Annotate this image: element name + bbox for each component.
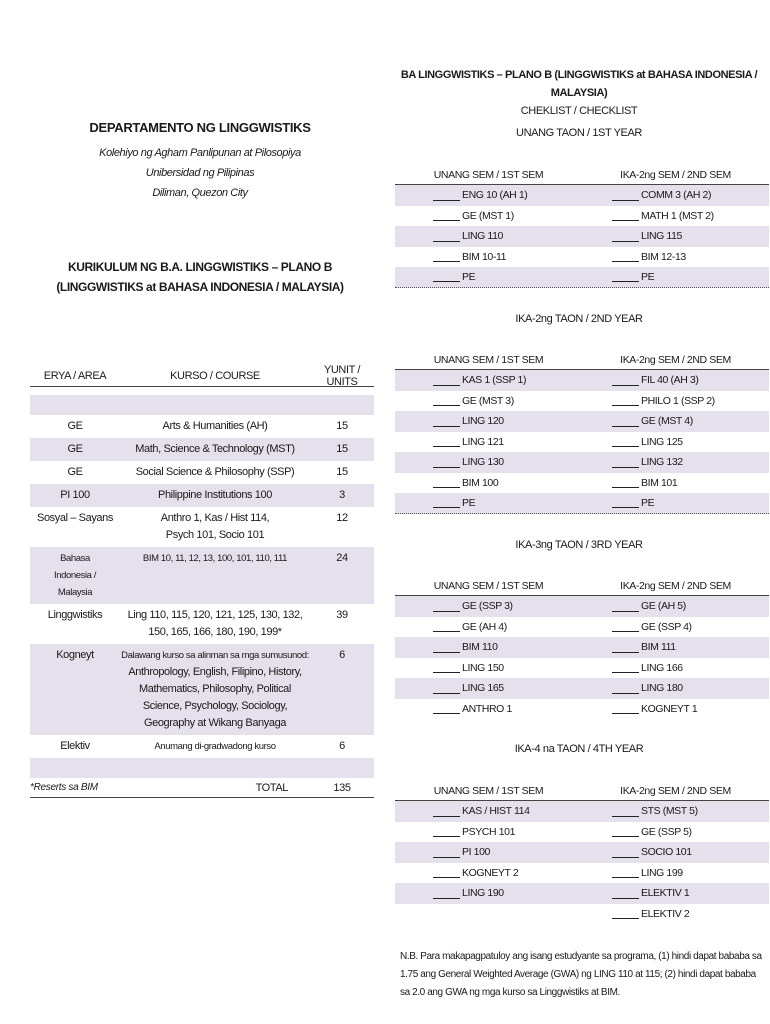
checkbox-line[interactable] xyxy=(433,210,460,221)
checkbox-line[interactable] xyxy=(612,210,639,221)
checkbox-line[interactable] xyxy=(612,601,639,612)
table-row: PI 100 SOCIO 101 xyxy=(395,842,769,863)
sem2-header: IKA-2ng SEM / 2ND SEM xyxy=(620,784,731,797)
table-row: LING 121 LING 125 xyxy=(395,432,769,453)
table-row: PE PE xyxy=(395,493,769,514)
checkbox-line[interactable] xyxy=(433,477,460,488)
checkbox-line[interactable] xyxy=(612,436,639,447)
checkbox-line[interactable] xyxy=(433,642,460,653)
table-row: GE Math, Science & Technology (MST) 15 xyxy=(30,438,374,461)
table-row: GE Social Science & Philosophy (SSP) 15 xyxy=(67,466,348,478)
year-label-2: IKA-2ng TAON / 2ND YEAR xyxy=(515,313,643,325)
table-spacer-row xyxy=(30,395,374,415)
year-label-3: IKA-3ng TAON / 3RD YEAR xyxy=(515,539,643,551)
table-row: LING 120 GE (MST 4) xyxy=(395,411,769,432)
table-row: Kognеyt Dalawang kurso sa alinman sa mga sumusunod: Anthropology, English, Filipino, History, Mathematics, Philosophy, Political Science, Psychology, Sociology, Geography at Wikang Banyaga 6 xyxy=(30,644,374,735)
checkbox-line[interactable] xyxy=(433,703,460,714)
table-row: Bahasa Indonesia / Malaysia BIM 10, 11, 12, 13, 100, 101, 110, 111 24 xyxy=(30,547,374,604)
checkbox-line[interactable] xyxy=(433,683,460,694)
checkbox-line[interactable] xyxy=(433,847,460,858)
total-label: TOTAL xyxy=(255,781,288,794)
checklist-header xyxy=(395,66,763,120)
table-row: ENG 10 (AH 1) COMM 3 (AH 2) xyxy=(395,185,769,206)
location: Diliman, Quezon City xyxy=(152,187,248,199)
checkbox-line[interactable] xyxy=(433,416,460,427)
checkbox-line[interactable] xyxy=(433,251,460,262)
curriculum-title xyxy=(30,257,370,297)
table-row: GE (SSP 3) GE (AH 5) xyxy=(395,596,769,617)
checkbox-line[interactable] xyxy=(433,271,460,282)
sem1-header: UNANG SEM / 1ST SEM xyxy=(433,168,544,181)
checkbox-line[interactable] xyxy=(433,190,460,201)
curriculum-title-line2: (LINGGWISTIKS at BAHASA INDONESIA / MALAYSIA) xyxy=(56,280,344,294)
sem2-header: IKA-2ng SEM / 2ND SEM xyxy=(620,353,731,366)
sem2-header: IKA-2ng SEM / 2ND SEM xyxy=(620,579,731,592)
checkbox-line[interactable] xyxy=(433,621,460,632)
checkbox-line[interactable] xyxy=(433,395,460,406)
checkbox-line[interactable] xyxy=(612,826,639,837)
table-row: ELEKTIV 2 xyxy=(395,904,769,925)
year-label-4: IKA-4 na TAON / 4TH YEAR xyxy=(514,743,644,755)
sem1-header: UNANG SEM / 1ST SEM xyxy=(433,579,544,592)
total-units: 135 xyxy=(333,781,351,794)
table-row: BIM 110 BIM 111 xyxy=(395,637,769,658)
table-row: GE (MST 3) PHILO 1 (SSP 2) xyxy=(395,391,769,412)
year-1-table xyxy=(395,165,769,288)
table-row: LING 130 LING 132 xyxy=(395,452,769,473)
table-header xyxy=(30,365,374,387)
table-row: KOGNEYT 2 LING 199 xyxy=(395,863,769,884)
table-row: PE PE xyxy=(395,267,769,288)
checkbox-line[interactable] xyxy=(612,642,639,653)
checkbox-line[interactable] xyxy=(433,601,460,612)
checkbox-line[interactable] xyxy=(612,395,639,406)
checkbox-line[interactable] xyxy=(433,497,460,508)
year-3-table xyxy=(395,576,769,719)
checkbox-line[interactable] xyxy=(612,251,639,262)
checkbox-line[interactable] xyxy=(612,888,639,899)
college-name: Kolehiyo ng Agham Panlipunan at Pilosopiya xyxy=(99,147,301,159)
checkbox-line[interactable] xyxy=(433,806,460,817)
table-row: PI 100 Philippine Institutions 100 3 xyxy=(30,484,374,507)
table-row: LING 150 LING 166 xyxy=(395,658,769,679)
checkbox-line[interactable] xyxy=(612,621,639,632)
curriculum-table xyxy=(30,365,374,798)
year-4-table xyxy=(395,781,769,924)
checkbox-line[interactable] xyxy=(612,375,639,386)
checkbox-line[interactable] xyxy=(433,867,460,878)
table-row: GE (AH 4) GE (SSP 4) xyxy=(395,617,769,638)
header-units: YUNIT / UNITS xyxy=(323,363,361,388)
checklist-subtitle: CHEKLIST / CHECKLIST xyxy=(520,105,638,117)
curriculum-title-line1: KURIKULUM NG B.A. LINGGWISTIKS – PLANO B xyxy=(68,260,332,274)
checkbox-line[interactable] xyxy=(433,662,460,673)
table-row: GE Arts & Humanities (AH) 15 xyxy=(67,420,348,432)
checkbox-line[interactable] xyxy=(612,477,639,488)
checkbox-line[interactable] xyxy=(612,497,639,508)
checkbox-line[interactable] xyxy=(612,231,639,242)
header-area: ERYA / AREA xyxy=(43,369,107,382)
table-row: KAS / HIST 114 STS (MST 5) xyxy=(395,801,769,822)
sem1-header: UNANG SEM / 1ST SEM xyxy=(433,784,544,797)
year-label-1: UNANG TAON / 1ST YEAR xyxy=(516,127,642,139)
sem2-header: IKA-2ng SEM / 2ND SEM xyxy=(620,168,731,181)
department-header xyxy=(30,120,370,203)
checkbox-line[interactable] xyxy=(612,683,639,694)
table-row: Sosyal – Sayans Anthro 1, Kas / Hist 114, Psych 101, Socio 101 12 xyxy=(37,512,348,541)
checkbox-line[interactable] xyxy=(433,888,460,899)
table-row: BIM 100 BIM 101 xyxy=(395,473,769,494)
university-name: Unibersidad ng Pilipinas xyxy=(145,167,255,179)
checkbox-line[interactable] xyxy=(433,436,460,447)
cognate-intro: Dalawang kurso sa alinman sa mga sumusunod: xyxy=(121,650,309,661)
table-row: LING 110 LING 115 xyxy=(395,226,769,247)
checkbox-line[interactable] xyxy=(433,375,460,386)
table-row: LING 190 ELEKTIV 1 xyxy=(395,883,769,904)
sem1-header: UNANG SEM / 1ST SEM xyxy=(433,353,544,366)
department-title: DEPARTAMENTO NG LINGGWISTIKS xyxy=(89,120,311,135)
checkbox-line[interactable] xyxy=(612,190,639,201)
footnote: *Reserts sa BIM xyxy=(30,782,98,793)
checkbox-line[interactable] xyxy=(612,806,639,817)
table-row: Linggwistiks Ling 110, 115, 120, 121, 125, 130, 132, 150, 165, 166, 180, 190, 199* 39 xyxy=(47,609,348,638)
checkbox-line[interactable] xyxy=(612,662,639,673)
checkbox-line[interactable] xyxy=(612,416,639,427)
checkbox-line[interactable] xyxy=(612,908,639,919)
checkbox-line[interactable] xyxy=(433,826,460,837)
checkbox-line[interactable] xyxy=(612,703,639,714)
table-row: LING 165 LING 180 xyxy=(395,678,769,699)
checkbox-line[interactable] xyxy=(433,457,460,468)
checklist-title: BA LINGGWISTIKS – PLANO B (LINGGWISTIKS at BAHASA INDONESIA / MALAYSIA) xyxy=(400,69,758,99)
year-2-table xyxy=(395,350,769,514)
checkbox-line[interactable] xyxy=(433,231,460,242)
table-spacer-row xyxy=(30,758,374,778)
checkbox-line[interactable] xyxy=(612,271,639,282)
table-row: GE (MST 1) MATH 1 (MST 2) xyxy=(395,206,769,227)
table-row: ANTHRO 1 KOGNEYT 1 xyxy=(395,699,769,720)
checkbox-line[interactable] xyxy=(612,847,639,858)
checkbox-line[interactable] xyxy=(612,867,639,878)
table-row: Elektiv Anumang di-gradwadong kurso 6 xyxy=(60,740,345,752)
table-row: KAS 1 (SSP 1) FIL 40 (AH 3) xyxy=(395,370,769,391)
table-row: PSYCH 101 GE (SSP 5) xyxy=(395,822,769,843)
program-note: N.B. Para makapagpatuloy ang isang estudyante sa programa, (1) hindi dapat bababa sa 1.75 ang General Weighted Average (GWA) ng LING 110 at 115; (2) hindi dapat bababa sa 2.0 ang GWA ng mga kurso sa Linggwistiks at BIM. xyxy=(400,951,762,998)
table-row: BIM 10-11 BIM 12-13 xyxy=(395,247,769,268)
checkbox-line[interactable] xyxy=(612,457,639,468)
header-course: KURSO / COURSE xyxy=(170,369,260,382)
